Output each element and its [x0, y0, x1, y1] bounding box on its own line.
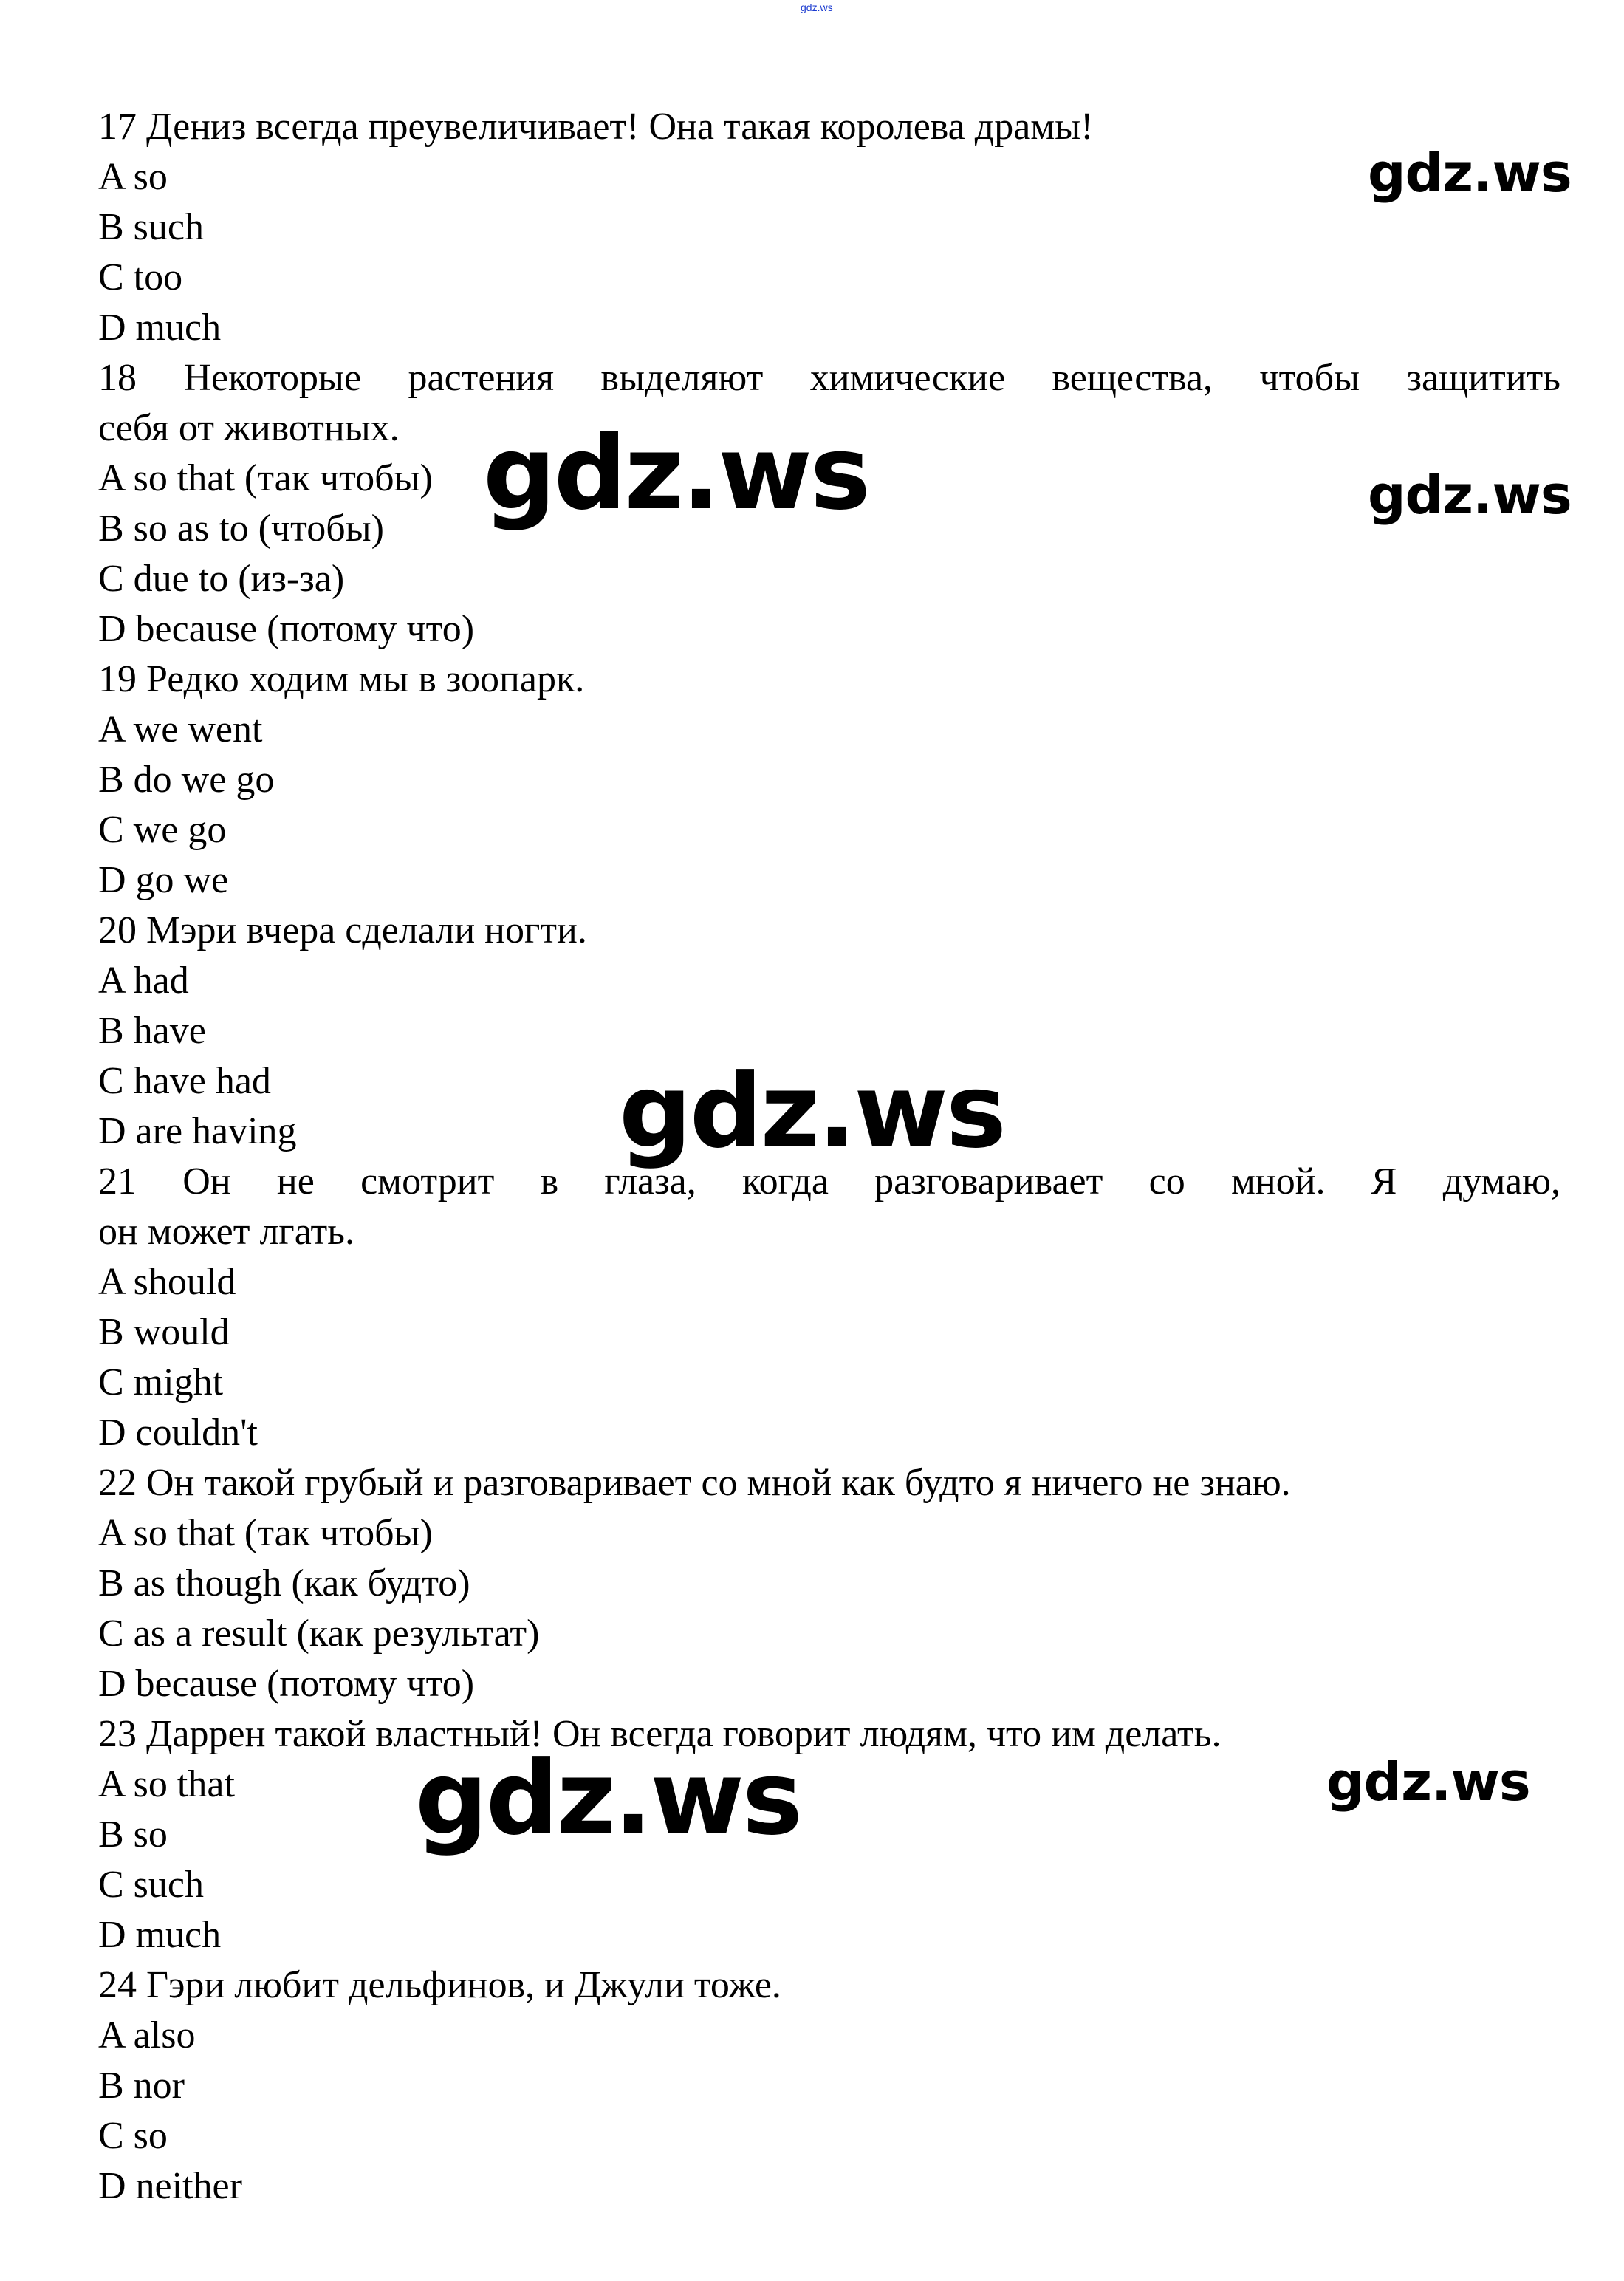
option-a: A we went — [98, 708, 263, 750]
question-text: 21 Он не смотрит в глаза, когда разговаривает со мной. Я думаю, — [98, 1160, 1560, 1203]
option-b: B do we go — [98, 759, 275, 801]
question-text-continued: он может лгать. — [98, 1211, 354, 1253]
watermark: gdz.ws — [483, 414, 868, 533]
question-22 — [98, 1458, 1560, 1709]
watermark: gdz.ws — [1326, 1751, 1530, 1813]
option-b: B have — [98, 1010, 206, 1052]
option-d: D go we — [98, 859, 229, 901]
question-text: 18 Некоторые растения выделяют химические вещества, чтобы защитить — [98, 357, 1560, 399]
question-text: 20 Мэри вчера сделали ногти. — [98, 909, 587, 951]
option-a: A also — [98, 2014, 196, 2056]
option-b: B so as to (чтобы) — [98, 507, 384, 550]
option-d: D much — [98, 1914, 222, 1956]
header-watermark: gdz.ws — [801, 1, 833, 13]
option-c: C too — [98, 256, 183, 298]
option-b: B nor — [98, 2065, 185, 2107]
option-b: B as though (как будто) — [98, 1562, 470, 1604]
option-a: A so that (так чтобы) — [98, 457, 433, 499]
option-c: C we go — [98, 809, 227, 851]
option-c: C might — [98, 1361, 224, 1403]
option-d: D much — [98, 307, 222, 349]
option-a: A so that (так чтобы) — [98, 1512, 433, 1554]
option-b: B would — [98, 1311, 230, 1353]
question-text: 24 Гэри любит дельфинов, и Джули тоже. — [98, 1964, 781, 2006]
question-text-continued: себя от животных. — [98, 407, 400, 449]
option-a: A should — [98, 1261, 236, 1303]
watermark: gdz.ws — [619, 1052, 1004, 1171]
question-24 — [98, 1960, 1560, 2212]
option-d: D neither — [98, 2165, 242, 2207]
option-c: C as a result (как результат) — [98, 1613, 540, 1655]
watermark: gdz.ws — [1368, 142, 1572, 204]
option-d: D are having — [98, 1110, 297, 1152]
option-d: D couldn't — [98, 1412, 258, 1454]
option-a: A had — [98, 960, 189, 1002]
watermark: gdz.ws — [415, 1739, 801, 1858]
option-b: B such — [98, 206, 204, 248]
question-21 — [98, 1157, 1560, 1458]
question-19 — [98, 654, 1560, 906]
question-text: 19 Редко ходим мы в зоопарк. — [98, 658, 585, 700]
question-text: 17 Дениз всегда преувеличивает! Она такая королева драмы! — [98, 106, 1094, 148]
option-c: C such — [98, 1864, 204, 1906]
question-23 — [98, 1709, 1560, 1960]
option-a: A so that — [98, 1763, 235, 1805]
option-c: C due to (из-за) — [98, 558, 345, 600]
question-text: 22 Он такой грубый и разговаривает со мной как будто я ничего не знаю. — [98, 1462, 1291, 1504]
option-d: D because (потому что) — [98, 1663, 475, 1705]
watermark: gdz.ws — [1368, 464, 1572, 526]
option-a: A so — [98, 156, 168, 198]
option-d: D because (потому что) — [98, 608, 475, 650]
option-c: C so — [98, 2115, 168, 2157]
option-c: C have had — [98, 1060, 271, 1102]
question-text: 23 Даррен такой властный! Он всегда говорит людям, что им делать. — [98, 1713, 1222, 1755]
question-17 — [98, 102, 1560, 353]
option-b: B so — [98, 1813, 168, 1856]
